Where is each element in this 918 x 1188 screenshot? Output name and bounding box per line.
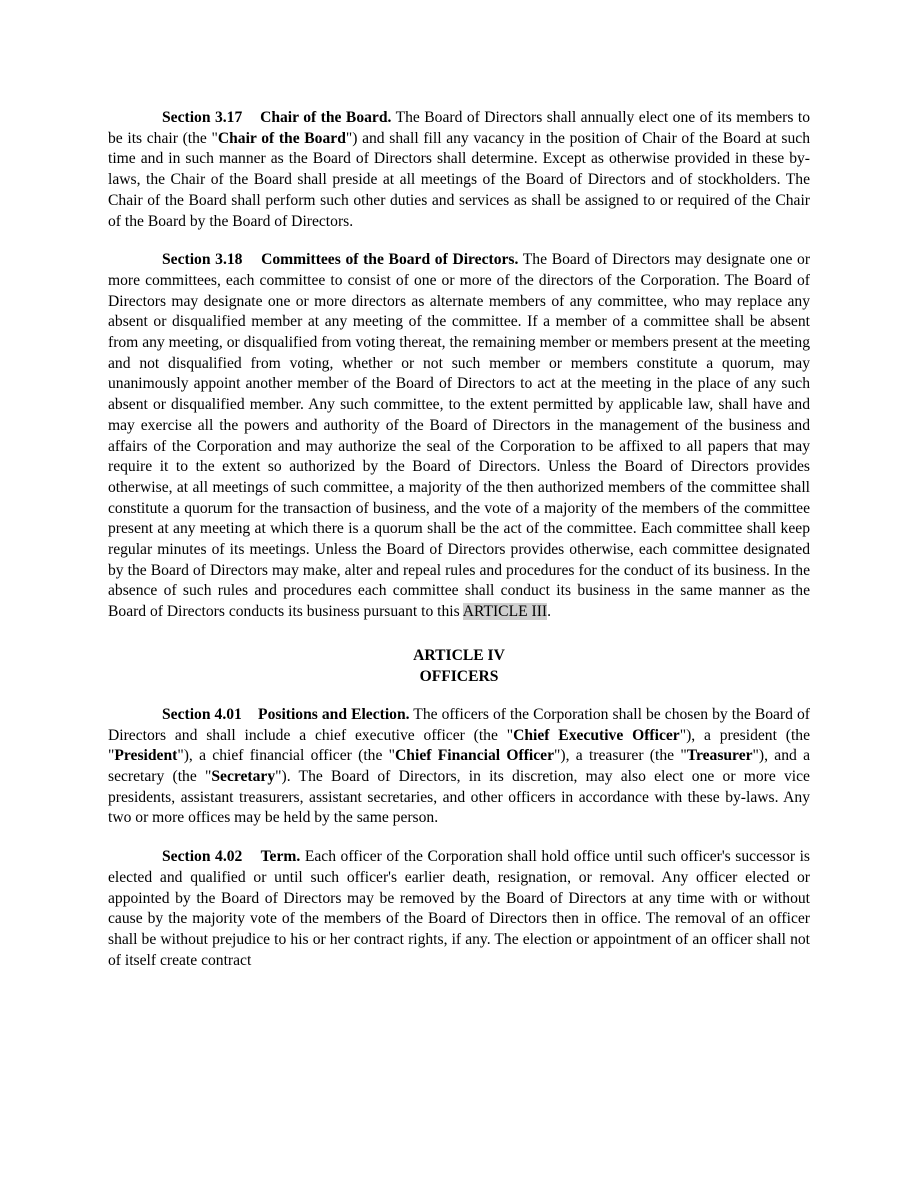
article-number: ARTICLE IV: [413, 646, 505, 664]
section-text: .: [547, 603, 552, 621]
section-number: Section 4.02: [162, 848, 243, 866]
section-number: Section 4.01: [162, 705, 242, 723]
defined-term: President: [114, 747, 178, 765]
section-text: "). The Board of Directors, in its discretion, may also elect one or more vice presidents, assistant treasurers, assistant secretaries, and other officers in accordance with these by-laws. Any two or more offices may be held by the same person.: [108, 767, 810, 827]
section-number: Section 3.18: [162, 251, 243, 269]
section-4-01: [108, 705, 810, 829]
section-text: The Board of Directors shall annually elect one of its members to be its chair (the ": [108, 109, 811, 147]
section-title: Term.: [260, 848, 301, 866]
section-text: The officers of the Corporation shall be chosen by the Board of Directors and shall include a chief executive officer (the ": [108, 705, 811, 744]
defined-term: Chief Financial Officer: [395, 747, 555, 765]
section-title: Positions and Election.: [258, 705, 410, 723]
section-number: Section 3.17: [162, 109, 243, 126]
section-title: Committees of the Board of Directors.: [261, 251, 519, 269]
article-title: OFFICERS: [419, 667, 499, 685]
section-text: "), a treasurer (the ": [554, 747, 687, 765]
cross-reference-link[interactable]: ARTICLE III: [462, 603, 548, 621]
section-text: "), a president (the ": [108, 726, 810, 765]
section-3-17: [108, 108, 810, 232]
defined-term: Treasurer: [686, 747, 753, 765]
section-text: ") and shall fill any vacancy in the position of Chair of the Board at such time and in such manner as the Board of Directors shall determine. Except as otherwise provided in these by-laws, the Chair of the Board shall preside at all meetings of the Board of Directors and of stockholders. The Chair of the Board shall perform such other duties and services as shall be assigned to or required of the Chair of the Board by the Board of Directors.: [108, 129, 811, 230]
article-heading: [108, 645, 810, 687]
defined-term: Secretary: [211, 767, 276, 785]
section-text: The Board of Directors may designate one or more committees, each committee to consist of one or more of the directors of the Corporation. The Board of Directors may designate one or more directors as alternate members of any committee, who may replace any absent or disqualified member at any meeting of the committee. If a member of a committee shall be absent from any meeting, or disqualified from voting thereat, the remaining member or members present at the meeting and not disqualified from voting, whether or not such member or members constitute a quorum, may unanimously appoint another member of the Board of Directors to act at the meeting in the place of any such absent or disqualified member. Any such committee, to the extent permitted by applicable law, shall have and may exercise all the powers and authority of the Board of Directors in the management of the business and affairs of the Corporation and may authorize the seal of the Corporation to be affixed to all papers that may require it to the extent so authorized by the Board of Directors. Unless the Board of Directors provides otherwise, at all meetings of such committee, a majority of the then authorized members of the committee shall constitute a quorum for the transaction of business, and the vote of a majority of the members of the committee present at any meeting at which there is a quorum shall be the act of the committee. Each committee shall keep regular minutes of its meetings. Unless the Board of Directors provides otherwise, each committee designated by the Board of Directors may make, alter and repeal rules and procedures for the conduct of its business. In the absence of such rules and procedures each committee shall conduct its business in the same manner as the Board of Directors conducts its business pursuant to this: [108, 251, 811, 621]
section-text: Each officer of the Corporation shall hold office until such officer's successor is elected and qualified or until such officer's earlier death, resignation, or removal. Any officer elected or appointed by the Board of Directors may be removed by the Board of Directors at any time with or without cause by the majority vote of the members of the Board of Directors then in office. The removal of an officer shall be without prejudice to his or her contract rights, if any. The election or appointment of an officer shall not of itself create contract: [108, 848, 811, 969]
section-text: "), a chief financial officer (the ": [177, 747, 396, 765]
section-4-02: [108, 847, 810, 971]
defined-term: Chair of the Board: [217, 129, 346, 147]
section-text: "), and a secretary (the ": [108, 747, 811, 785]
section-title: Chair of the Board.: [260, 109, 392, 126]
document-body: [108, 108, 810, 971]
section-3-18: [108, 250, 810, 623]
defined-term: Chief Executive Officer: [513, 726, 680, 744]
